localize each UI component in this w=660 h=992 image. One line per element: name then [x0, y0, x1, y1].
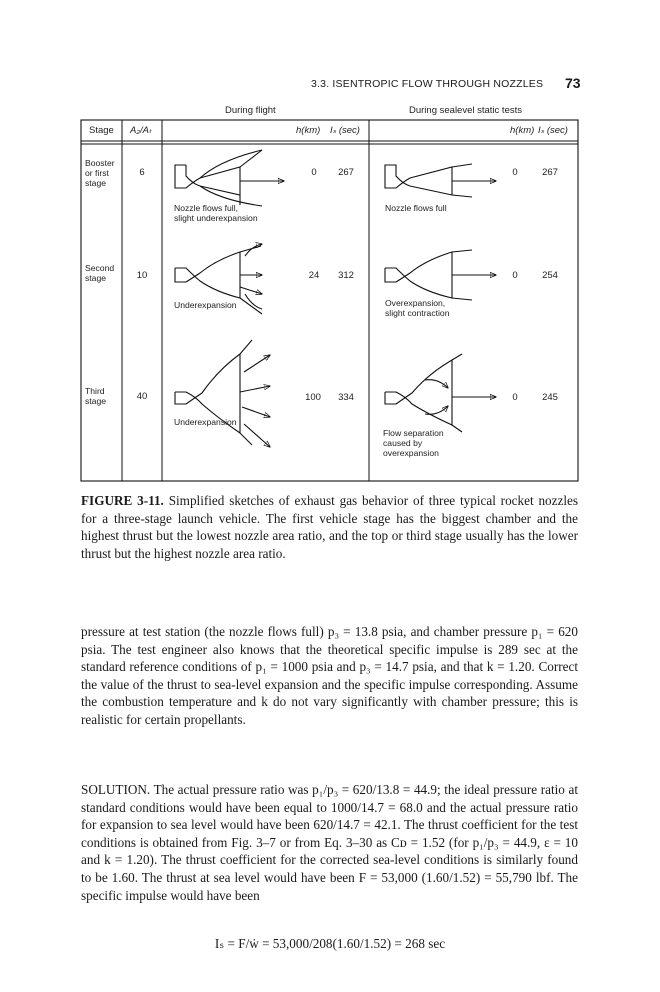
col-header-area-ratio: A₂/Aₜ — [130, 125, 152, 136]
body-paragraph-1: pressure at test station (the nozzle flows full) p₃ = 13.8 psia, and chamber pressure p₁ = 620 psia. The test engineer also knows that the theoretical specific impulse is 289 sec at the standard reference conditions of p₁ = 1000 psia and p₃ = 14.7 psia, and that k = 1.20. Correct the value of the thrust to sea-level expansion and the specific impulse corresponding. Assume the combustion temperature and k do not vary significantly with chamber pressure; this is realistic for certain propellants. — [81, 624, 578, 727]
area-ratio-3: 40 — [136, 391, 148, 402]
figure-caption-text: Simplified sketches of exhaust gas behavior of three typical rocket nozzles for a three-stage launch vehicle. The first vehicle stage has the biggest chamber and the highest thrust but the lowest nozzle area ratio, and the top or third stage usually has the lower thrust but the highest nozzle area ratio. — [81, 493, 579, 561]
solution-paragraph: SOLUTION. The actual pressure ratio was p₁/p₃ = 620/13.8 = 44.9; the ideal pressure ratio at standard conditions would have been equal to 1000/14.7 = 68.0 and the actual pressure ratio for expansion to sea level would have been 620/14.7 = 42.1. The thrust coefficient for the test conditions is obtained from Fig. 3–7 or from Eq. 3–30 as Cᴅ = 1.52 (for p₁/p₃ = 44.9, ε = 10 and k = 1.20). The thrust coefficient for the corrected sea-level conditions is similarly found to be 1.60. The thrust at sea level would have been F = 53,000 (1.60/1.52) = 55,790 lbf. The specific impulse would have been — [81, 782, 578, 903]
col-header-h-flight: h(km) — [296, 125, 321, 136]
col-header-h-test: h(km) — [510, 125, 535, 136]
flight-is-3: 334 — [338, 392, 354, 403]
nozzle-second-flight — [175, 244, 262, 314]
test-is-2: 254 — [542, 270, 558, 281]
stage-label-1: Booster or first stage — [85, 158, 115, 188]
test-note-3: Flow separation caused by overexpansion — [383, 428, 444, 458]
flight-h-3: 100 — [305, 392, 321, 403]
nozzle-booster-flight — [175, 150, 284, 206]
running-header: 3.3. ISENTROPIC FLOW THROUGH NOZZLES — [311, 78, 544, 90]
col-header-is-test: Iₛ (sec) — [538, 125, 568, 136]
sealevel-label: During sealevel static tests — [409, 105, 522, 116]
test-h-2: 0 — [512, 270, 518, 281]
stage-label-3: Third stage — [85, 386, 107, 406]
flight-note-2: Underexpansion — [174, 300, 237, 310]
nozzle-third-flight — [175, 340, 270, 447]
test-h-1: 0 — [512, 167, 518, 178]
flight-h-2: 24 — [308, 270, 320, 281]
figure-caption-label: FIGURE 3-11. — [81, 493, 164, 508]
nozzle-booster-test — [385, 164, 496, 197]
nozzle-second-test — [385, 250, 496, 300]
area-ratio-1: 6 — [139, 167, 145, 178]
nozzle-third-test — [385, 354, 496, 432]
test-note-1: Nozzle flows full — [385, 203, 447, 213]
page-number: 73 — [565, 75, 581, 91]
flight-is-2: 312 — [338, 270, 354, 281]
test-is-3: 245 — [542, 392, 558, 403]
flight-label: During flight — [225, 105, 276, 116]
flight-h-1: 0 — [311, 167, 317, 178]
flight-note-1: Nozzle flows full, slight underexpansion — [174, 203, 258, 223]
test-h-3: 0 — [512, 392, 518, 403]
figure-caption — [81, 492, 578, 562]
stage-label-2: Second stage — [85, 263, 115, 283]
test-note-2: Overexpansion, slight contraction — [385, 298, 450, 318]
impulse-equation: Iₛ = F/ẇ = 53,000/208(1.60/1.52) = 268 sec — [214, 936, 446, 951]
col-header-is-flight: Iₛ (sec) — [330, 125, 360, 136]
flight-note-3: Underexpansion — [174, 417, 237, 427]
col-header-stage: Stage — [89, 125, 114, 136]
flight-is-1: 267 — [338, 167, 354, 178]
area-ratio-2: 10 — [136, 270, 148, 281]
test-is-1: 267 — [542, 167, 558, 178]
